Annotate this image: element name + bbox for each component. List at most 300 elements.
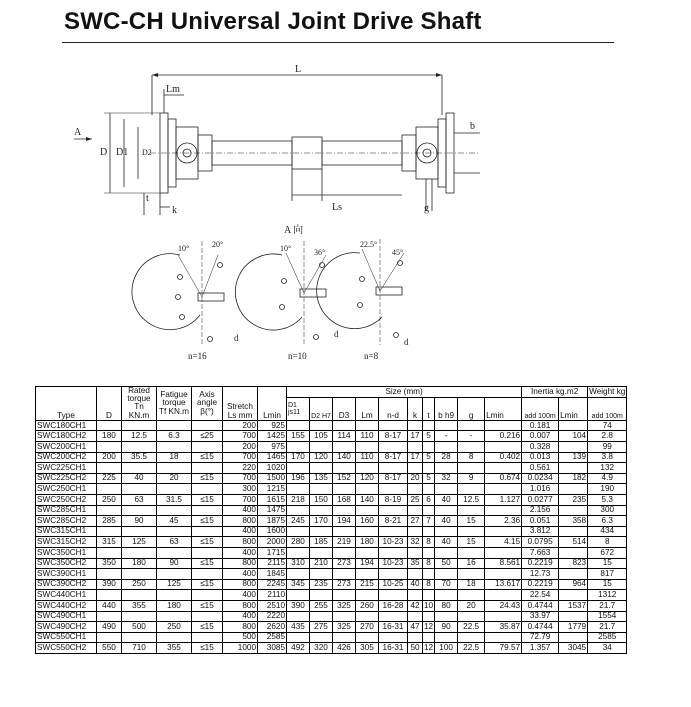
table-cell: 250 bbox=[157, 622, 192, 633]
table-cell: 2220 bbox=[258, 611, 287, 622]
table-cell bbox=[97, 442, 122, 453]
table-cell bbox=[485, 547, 522, 558]
table-cell bbox=[157, 505, 192, 516]
table-cell bbox=[157, 569, 192, 580]
col-weight-add: add 100m bbox=[588, 397, 627, 420]
table-cell: 168 bbox=[333, 494, 356, 505]
table-cell: 160 bbox=[356, 516, 379, 527]
table-cell bbox=[485, 611, 522, 622]
table-cell bbox=[192, 569, 223, 580]
table-cell bbox=[423, 463, 435, 474]
col-d2: D2 H7 bbox=[310, 397, 333, 420]
table-cell: 17 bbox=[408, 452, 423, 463]
table-cell: 12.5 bbox=[458, 494, 485, 505]
svg-text:D: D bbox=[100, 147, 108, 158]
table-cell: 16-31 bbox=[379, 622, 408, 633]
table-cell: 305 bbox=[356, 643, 379, 654]
table-cell: 80 bbox=[435, 600, 458, 611]
table-cell: 273 bbox=[333, 579, 356, 590]
table-cell: - bbox=[458, 431, 485, 442]
table-cell: 0.007 bbox=[522, 431, 559, 442]
table-cell: 1465 bbox=[258, 452, 287, 463]
table-cell bbox=[435, 463, 458, 474]
table-cell bbox=[97, 526, 122, 537]
table-cell: 400 bbox=[223, 526, 258, 537]
col-inertia-lmin: Lmin bbox=[485, 397, 522, 420]
table-cell: 2510 bbox=[258, 600, 287, 611]
table-cell: 6 bbox=[423, 494, 435, 505]
table-cell: 1875 bbox=[258, 516, 287, 527]
svg-text:A: A bbox=[74, 127, 82, 138]
table-cell bbox=[559, 569, 588, 580]
table-cell: 270 bbox=[356, 622, 379, 633]
svg-text:Ls: Ls bbox=[332, 202, 342, 213]
table-cell: SWC285CH2 bbox=[36, 516, 97, 527]
table-cell bbox=[458, 611, 485, 622]
table-cell: 800 bbox=[223, 622, 258, 633]
table-cell: 35.87 bbox=[485, 622, 522, 633]
table-cell: 300 bbox=[588, 505, 627, 516]
table-cell: 0.2219 bbox=[522, 579, 559, 590]
table-cell: 40 bbox=[408, 579, 423, 590]
table-cell: 45 bbox=[157, 516, 192, 527]
table-cell bbox=[157, 611, 192, 622]
table-cell bbox=[458, 463, 485, 474]
col-axis: Axis angle β(°) bbox=[192, 387, 223, 421]
table-cell: 90 bbox=[157, 558, 192, 569]
table-cell bbox=[435, 442, 458, 453]
table-cell: 1312 bbox=[588, 590, 627, 601]
table-cell: 25 bbox=[408, 494, 423, 505]
table-cell: 700 bbox=[223, 473, 258, 484]
table-cell: 6.3 bbox=[157, 431, 192, 442]
table-cell bbox=[157, 420, 192, 431]
col-weight: Weight kg bbox=[589, 386, 626, 396]
svg-text:A 向: A 向 bbox=[284, 225, 304, 236]
table-cell: 2110 bbox=[258, 590, 287, 601]
table-cell: 300 bbox=[223, 484, 258, 495]
table-cell bbox=[356, 484, 379, 495]
table-cell: 32 bbox=[435, 473, 458, 484]
table-cell: 132 bbox=[588, 463, 627, 474]
table-cell: 1215 bbox=[258, 484, 287, 495]
table-cell bbox=[192, 442, 223, 453]
table-cell: 710 bbox=[122, 643, 157, 654]
table-cell: SWC200CH1 bbox=[36, 442, 97, 453]
table-cell: ≤15 bbox=[192, 537, 223, 548]
spec-table-body bbox=[36, 420, 627, 653]
table-cell: 500 bbox=[223, 632, 258, 643]
table-cell: SWC440CH1 bbox=[36, 590, 97, 601]
table-row bbox=[36, 516, 627, 527]
table-cell: 140 bbox=[356, 494, 379, 505]
table-cell: SWC200CH2 bbox=[36, 452, 97, 463]
table-row bbox=[36, 579, 627, 590]
svg-text:D1: D1 bbox=[116, 147, 129, 158]
table-cell: 31.5 bbox=[157, 494, 192, 505]
table-cell bbox=[408, 505, 423, 516]
table-cell bbox=[333, 420, 356, 431]
table-row bbox=[36, 420, 627, 431]
table-cell: 285 bbox=[97, 516, 122, 527]
table-cell: 5 bbox=[423, 452, 435, 463]
table-cell: 700 bbox=[223, 452, 258, 463]
flange-view-16 bbox=[132, 240, 239, 361]
table-cell bbox=[408, 611, 423, 622]
table-cell: SWC315CH1 bbox=[36, 526, 97, 537]
table-cell: 325 bbox=[333, 600, 356, 611]
table-cell: ≤15 bbox=[192, 600, 223, 611]
table-cell bbox=[157, 484, 192, 495]
table-cell: 10-23 bbox=[379, 558, 408, 569]
table-cell bbox=[287, 526, 310, 537]
table-cell bbox=[485, 569, 522, 580]
table-row bbox=[36, 442, 627, 453]
table-cell: 550 bbox=[97, 643, 122, 654]
table-cell: 8 bbox=[588, 537, 627, 548]
table-cell: 3045 bbox=[559, 643, 588, 654]
table-cell bbox=[379, 632, 408, 643]
table-cell: 390 bbox=[287, 600, 310, 611]
table-cell: 275 bbox=[310, 622, 333, 633]
svg-text:36°: 36° bbox=[314, 248, 326, 257]
table-cell: 70 bbox=[435, 579, 458, 590]
table-cell bbox=[333, 442, 356, 453]
table-cell bbox=[310, 569, 333, 580]
table-cell bbox=[458, 547, 485, 558]
table-cell bbox=[485, 590, 522, 601]
table-row bbox=[36, 473, 627, 484]
col-size: Size (mm) bbox=[287, 387, 522, 398]
table-cell: 2585 bbox=[258, 632, 287, 643]
table-cell bbox=[435, 420, 458, 431]
table-cell: 110 bbox=[356, 452, 379, 463]
table-cell bbox=[379, 420, 408, 431]
table-row bbox=[36, 547, 627, 558]
svg-text:22.5°: 22.5° bbox=[360, 240, 378, 249]
table-cell bbox=[458, 420, 485, 431]
table-cell bbox=[435, 569, 458, 580]
table-cell: 20 bbox=[458, 600, 485, 611]
table-cell: 114 bbox=[333, 431, 356, 442]
col-weight-lmin: Lmin bbox=[559, 397, 588, 420]
table-row bbox=[36, 431, 627, 442]
table-cell: 35 bbox=[408, 558, 423, 569]
table-cell: 120 bbox=[310, 452, 333, 463]
table-cell bbox=[97, 505, 122, 516]
table-cell: 8-17 bbox=[379, 473, 408, 484]
table-cell: 12.73 bbox=[522, 569, 559, 580]
table-row bbox=[36, 632, 627, 643]
table-cell bbox=[122, 526, 157, 537]
table-cell: 63 bbox=[122, 494, 157, 505]
table-cell: 40 bbox=[435, 537, 458, 548]
table-cell: ≤25 bbox=[192, 431, 223, 442]
table-cell bbox=[423, 590, 435, 601]
table-cell bbox=[310, 484, 333, 495]
table-cell bbox=[157, 547, 192, 558]
table-row bbox=[36, 484, 627, 495]
table-cell: 2.8 bbox=[588, 431, 627, 442]
table-cell: 492 bbox=[287, 643, 310, 654]
table-cell bbox=[287, 420, 310, 431]
table-cell bbox=[122, 484, 157, 495]
table-cell: 79.57 bbox=[485, 643, 522, 654]
table-cell: SWC550CH1 bbox=[36, 632, 97, 643]
table-cell bbox=[97, 420, 122, 431]
table-cell: 0.402 bbox=[485, 452, 522, 463]
table-cell bbox=[423, 442, 435, 453]
table-cell bbox=[559, 590, 588, 601]
table-cell: 135 bbox=[310, 473, 333, 484]
table-cell bbox=[559, 611, 588, 622]
svg-text:n=8: n=8 bbox=[364, 351, 379, 361]
table-cell: SWC350CH1 bbox=[36, 547, 97, 558]
table-cell: 170 bbox=[310, 516, 333, 527]
table-cell: ≤15 bbox=[192, 452, 223, 463]
table-cell bbox=[408, 632, 423, 643]
table-cell: 125 bbox=[157, 579, 192, 590]
col-bh9: b h9 bbox=[435, 397, 458, 420]
table-cell: 800 bbox=[223, 537, 258, 548]
table-cell bbox=[310, 590, 333, 601]
table-cell bbox=[408, 420, 423, 431]
table-cell: 72.79 bbox=[522, 632, 559, 643]
table-cell: SWC250CH1 bbox=[36, 484, 97, 495]
table-cell bbox=[97, 569, 122, 580]
table-cell: 255 bbox=[310, 600, 333, 611]
table-cell: 42 bbox=[408, 600, 423, 611]
table-cell bbox=[435, 526, 458, 537]
table-cell bbox=[157, 590, 192, 601]
table-cell bbox=[287, 632, 310, 643]
table-cell: 16-28 bbox=[379, 600, 408, 611]
table-cell: 490 bbox=[97, 622, 122, 633]
table-cell bbox=[559, 442, 588, 453]
col-rated: Rated torque Tn KN.m bbox=[122, 387, 157, 421]
table-cell bbox=[310, 526, 333, 537]
table-cell: 200 bbox=[223, 420, 258, 431]
table-cell: 185 bbox=[310, 537, 333, 548]
table-cell bbox=[122, 547, 157, 558]
table-cell: ≤15 bbox=[192, 494, 223, 505]
table-cell bbox=[423, 420, 435, 431]
table-cell: 1537 bbox=[559, 600, 588, 611]
table-cell: 310 bbox=[287, 558, 310, 569]
col-t: t bbox=[423, 397, 435, 420]
col-d3: D3 bbox=[333, 397, 356, 420]
svg-text:45°: 45° bbox=[392, 248, 404, 257]
table-cell bbox=[97, 632, 122, 643]
table-cell: 50 bbox=[435, 558, 458, 569]
table-cell bbox=[310, 547, 333, 558]
flange-view-8 bbox=[317, 239, 409, 361]
table-cell bbox=[379, 547, 408, 558]
table-cell: SWC225CH1 bbox=[36, 463, 97, 474]
table-cell: 180 bbox=[157, 600, 192, 611]
table-cell: 104 bbox=[559, 431, 588, 442]
table-cell bbox=[122, 463, 157, 474]
table-cell: ≤15 bbox=[192, 558, 223, 569]
table-cell: 0.013 bbox=[522, 452, 559, 463]
table-cell bbox=[379, 484, 408, 495]
table-cell bbox=[356, 611, 379, 622]
table-cell: 245 bbox=[287, 516, 310, 527]
table-cell: 1475 bbox=[258, 505, 287, 516]
table-cell bbox=[485, 442, 522, 453]
table-cell: 15 bbox=[588, 579, 627, 590]
svg-text:k: k bbox=[172, 205, 177, 216]
col-g: g bbox=[458, 397, 485, 420]
table-cell bbox=[435, 505, 458, 516]
table-cell: 260 bbox=[356, 600, 379, 611]
table-cell: 0.561 bbox=[522, 463, 559, 474]
table-cell: 18 bbox=[157, 452, 192, 463]
table-cell bbox=[408, 590, 423, 601]
svg-text:b: b bbox=[470, 121, 475, 132]
table-cell: 273 bbox=[333, 558, 356, 569]
table-cell: 2000 bbox=[258, 537, 287, 548]
table-cell: 400 bbox=[223, 505, 258, 516]
table-cell bbox=[356, 442, 379, 453]
table-cell: 5 bbox=[423, 473, 435, 484]
table-cell: 17 bbox=[408, 431, 423, 442]
table-cell: 440 bbox=[97, 600, 122, 611]
table-cell bbox=[408, 484, 423, 495]
table-cell: ≤15 bbox=[192, 622, 223, 633]
table-cell: 10 bbox=[424, 600, 434, 610]
table-cell: 250 bbox=[97, 494, 122, 505]
table-cell: 13.617 bbox=[485, 579, 522, 590]
col-lm: Lm bbox=[356, 397, 379, 420]
table-cell bbox=[435, 632, 458, 643]
table-cell: 194 bbox=[356, 558, 379, 569]
table-cell: 1554 bbox=[588, 611, 627, 622]
table-cell: 435 bbox=[287, 622, 310, 633]
table-cell: 7.663 bbox=[522, 547, 559, 558]
col-lmin: Lmin bbox=[258, 387, 287, 421]
table-cell: 1715 bbox=[258, 547, 287, 558]
table-cell: 170 bbox=[287, 452, 310, 463]
table-row bbox=[36, 643, 627, 654]
technical-drawing bbox=[60, 55, 580, 370]
table-cell: 0.4744 bbox=[522, 622, 559, 633]
table-cell: 4.9 bbox=[588, 473, 627, 484]
svg-text:d: d bbox=[234, 333, 239, 343]
table-cell: SWC490CH1 bbox=[36, 611, 97, 622]
svg-text:d: d bbox=[404, 337, 409, 347]
table-cell: 22.5 bbox=[458, 643, 485, 654]
table-cell bbox=[356, 590, 379, 601]
col-d: D bbox=[97, 387, 122, 421]
table-cell: 0.0234 bbox=[522, 473, 559, 484]
table-cell: 434 bbox=[588, 526, 627, 537]
table-cell: 40 bbox=[435, 516, 458, 527]
table-cell bbox=[356, 526, 379, 537]
table-cell: 400 bbox=[223, 569, 258, 580]
table-cell: 1.127 bbox=[485, 494, 522, 505]
table-cell bbox=[485, 463, 522, 474]
table-row bbox=[36, 452, 627, 463]
table-cell: 180 bbox=[356, 537, 379, 548]
table-cell: SWC315CH2 bbox=[36, 537, 97, 548]
table-cell bbox=[559, 420, 588, 431]
table-cell bbox=[485, 420, 522, 431]
table-cell: 24.43 bbox=[485, 600, 522, 611]
table-cell: ≤15 bbox=[192, 473, 223, 484]
table-row bbox=[36, 600, 627, 611]
table-cell bbox=[157, 463, 192, 474]
table-cell: 355 bbox=[122, 600, 157, 611]
table-cell: 2585 bbox=[588, 632, 627, 643]
col-type: Type bbox=[36, 387, 97, 421]
table-cell bbox=[408, 463, 423, 474]
col-stretch: Stretch Ls mm bbox=[223, 387, 258, 421]
table-cell bbox=[423, 632, 435, 643]
table-cell bbox=[157, 442, 192, 453]
table-cell: 325 bbox=[333, 622, 356, 633]
table-cell bbox=[485, 632, 522, 643]
svg-text:Lm: Lm bbox=[166, 84, 180, 95]
table-cell bbox=[356, 632, 379, 643]
table-row bbox=[36, 463, 627, 474]
table-cell: 2245 bbox=[258, 579, 287, 590]
table-cell bbox=[458, 590, 485, 601]
table-cell bbox=[122, 569, 157, 580]
svg-text:10°: 10° bbox=[178, 244, 190, 253]
table-cell: 8-19 bbox=[379, 494, 408, 505]
table-cell: 40 bbox=[122, 473, 157, 484]
table-cell: SWC250CH2 bbox=[36, 494, 97, 505]
table-cell: 32 bbox=[408, 537, 423, 548]
table-cell: 33.97 bbox=[522, 611, 559, 622]
table-cell: 8 bbox=[458, 452, 485, 463]
table-cell bbox=[458, 484, 485, 495]
table-cell: 20 bbox=[408, 473, 423, 484]
table-cell: 1600 bbox=[258, 526, 287, 537]
table-cell: 8 bbox=[423, 558, 435, 569]
table-cell: 1845 bbox=[258, 569, 287, 580]
table-cell bbox=[310, 505, 333, 516]
table-cell bbox=[287, 547, 310, 558]
table-cell bbox=[192, 484, 223, 495]
table-cell: 400 bbox=[223, 611, 258, 622]
table-cell: 350 bbox=[97, 558, 122, 569]
col-inertia-add: add 100m bbox=[522, 397, 559, 420]
table-cell bbox=[310, 442, 333, 453]
flange-view-10 bbox=[235, 241, 339, 361]
table-cell: 74 bbox=[588, 420, 627, 431]
table-cell: 426 bbox=[333, 643, 356, 654]
table-cell bbox=[458, 442, 485, 453]
table-cell bbox=[310, 632, 333, 643]
table-cell bbox=[559, 632, 588, 643]
table-cell: 817 bbox=[588, 569, 627, 580]
table-cell: 10-23 bbox=[379, 537, 408, 548]
table-cell: 390 bbox=[97, 579, 122, 590]
table-cell: 15 bbox=[588, 558, 627, 569]
table-cell bbox=[122, 505, 157, 516]
table-cell bbox=[122, 611, 157, 622]
table-cell bbox=[485, 526, 522, 537]
table-cell bbox=[458, 632, 485, 643]
col-fatigue: Fatigue torque Tf KN.m bbox=[157, 387, 192, 421]
col-inertia: Inertia kg.m2 bbox=[522, 387, 588, 398]
table-cell bbox=[485, 505, 522, 516]
table-cell bbox=[423, 611, 435, 622]
table-cell bbox=[356, 463, 379, 474]
table-cell: 2.156 bbox=[522, 505, 559, 516]
